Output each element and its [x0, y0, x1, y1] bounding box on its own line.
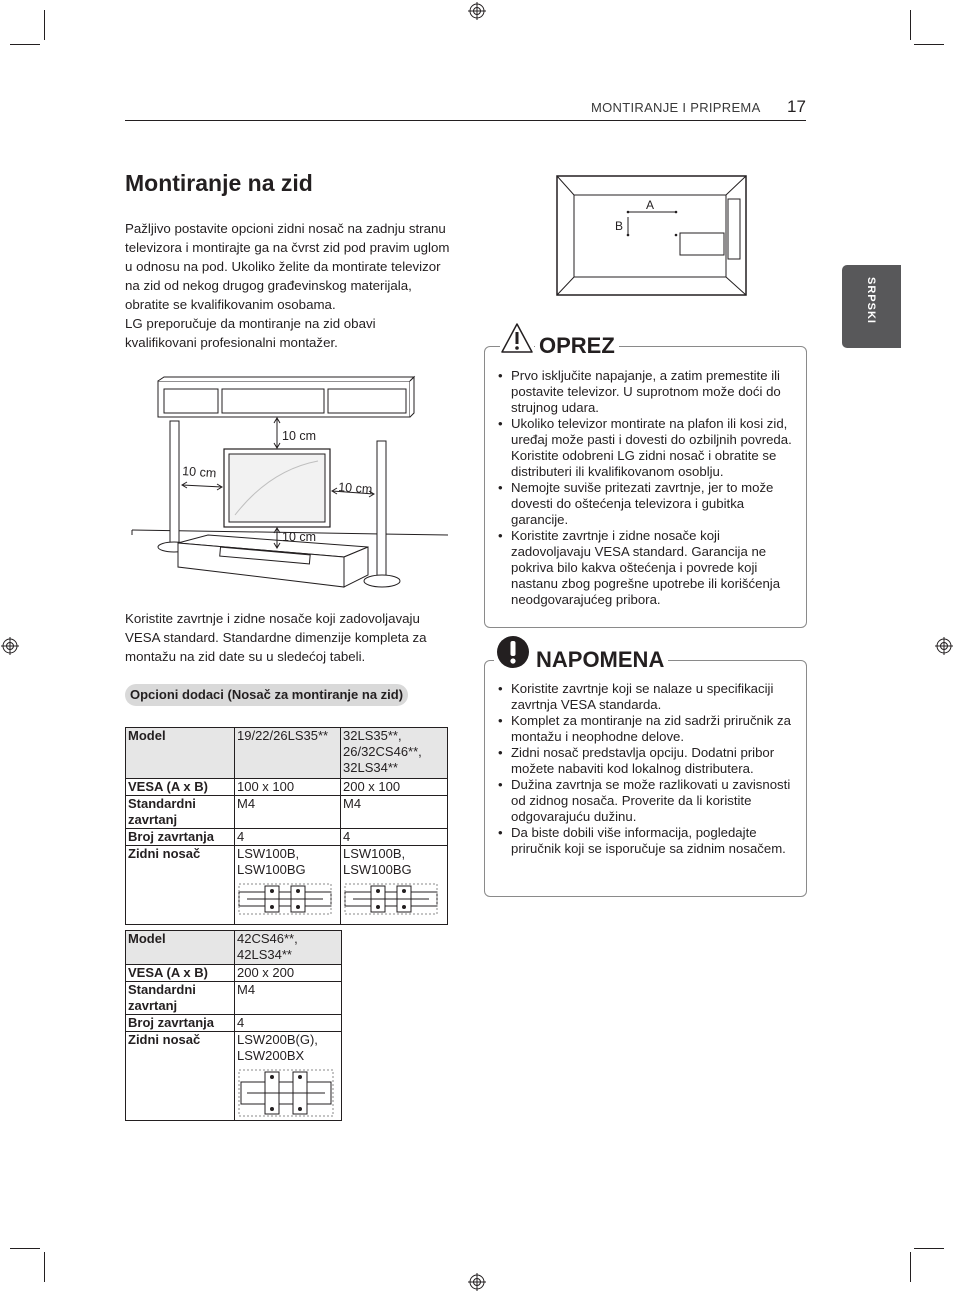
intro-paragraph: LG preporučuje da montiranje na zid obavi kvalifikovani profesionalni montažer.: [125, 316, 376, 350]
wall-bracket-icon: [237, 882, 333, 916]
tv-back-vesa-diagram: [556, 175, 747, 296]
table-row: [126, 1032, 342, 1121]
spec-table: [125, 930, 342, 1121]
row-label: Zidni nosač: [126, 846, 235, 925]
table-row: [126, 931, 342, 965]
list-item: [498, 416, 798, 480]
wall-bracket-icon: [237, 1068, 335, 1118]
row-label: Zidni nosač: [126, 1032, 235, 1121]
registration-mark-icon: [1, 637, 19, 655]
list-item: • Dužina zavrtnja se može razlikovati u zavisnosti od zidnog nosača. Proverite da li koristite odgovarajuću dužinu.: [498, 777, 796, 825]
table-cell: M4: [341, 796, 448, 829]
list-item: • Zidni nosač predstavlja opciju. Dodatni pribor možete nabaviti kod lokalnog distributera.: [498, 745, 796, 777]
page-title: Montiranje na zid: [125, 170, 313, 196]
table-cell: 42CS46**, 42LS34**: [235, 931, 342, 965]
table-row: [126, 982, 342, 1015]
caution-list: [498, 368, 798, 608]
table-cell: 200 x 200: [235, 965, 342, 982]
list-item: • Koristite zavrtnje koji se nalaze u specifikaciji zavrtnja VESA standarda.: [498, 681, 796, 713]
clearance-label-bottom: 10 cm: [282, 530, 317, 544]
table-cell: [341, 728, 448, 779]
language-tab: [842, 265, 901, 348]
table-cell: 4: [235, 1015, 342, 1032]
clearance-label-top: 10 cm: [282, 429, 317, 443]
table-cell: 4: [235, 829, 341, 846]
vesa-label-a: A: [646, 198, 655, 212]
list-item: • Koristite zavrtnje i zidne nosače koji zadovoljavaju VESA standard. Garancija ne pokriva bilo kakva oštećenja i povrede koji nastanu zbog pogrešne upotrebe ili korišćenja neodgovarajućeg pribora.: [498, 528, 798, 608]
table-cell: [235, 1032, 342, 1121]
header-rule: [125, 120, 806, 121]
list-item-text: Ukoliko televizor montirate na plafon ili kosi zid, uređaj može pasti i dovesti do ozbiljnih povreda.: [511, 416, 792, 447]
warning-triangle-icon: [500, 322, 534, 354]
table-row: [126, 965, 342, 982]
list-item-subtext: Koristite odobreni LG zidni nosač i obratite se distributeri ili kvalifikovanom osoblju.: [511, 448, 777, 479]
exclamation-circle-icon: [494, 634, 532, 670]
list-item: • Prvo isključite napajanje, a zatim premestite ili postavite televizor. U suprotnom može doći do strujnog udara.: [498, 368, 798, 416]
table-cell: [235, 846, 341, 925]
vesa-label-b: B: [615, 219, 624, 233]
table-row: [126, 829, 448, 846]
list-item: • Da biste dobili više informacija, pogledajte priručnik koji se isporučuje sa zidnim nosačem.: [498, 825, 796, 857]
running-header: MONTIRANJE I PRIPREMA: [591, 100, 761, 115]
table-cell: 4: [341, 829, 448, 846]
row-label: Broj zavrtanja: [126, 829, 235, 846]
table-row: [126, 1015, 342, 1032]
vesa-intro-text: Koristite zavrtnje i zidne nosače koji zadovoljavaju VESA standard. Standardne dimenzije kompleta za montažu na zid date su u sledećoj tabeli.: [125, 611, 427, 664]
wall-clearance-diagram: [130, 375, 450, 595]
caution-box: [484, 346, 807, 628]
cell-text: LSW100B, LSW100BG: [343, 846, 412, 877]
cell-text: 32LS35**, 26/32CS46**, 32LS34**: [343, 728, 422, 775]
table-row: [126, 796, 448, 829]
cell-text: LSW200B(G), LSW200BX: [237, 1032, 318, 1063]
options-label: Opcioni dodaci (Nosač za montiranje na zid): [125, 684, 408, 706]
wall-bracket-icon: [343, 882, 439, 916]
page-number: 17: [787, 97, 806, 116]
note-title: NAPOMENA: [532, 647, 668, 673]
row-label: VESA (A x B): [126, 965, 235, 982]
row-label: VESA (A x B): [126, 779, 235, 796]
clearance-label-right: 10 cm: [337, 480, 373, 497]
registration-mark-icon: [935, 637, 953, 655]
row-label: Standardni zavrtanj: [126, 982, 235, 1015]
table-row: [126, 779, 448, 796]
list-item: • Komplet za montiranje na zid sadrži priručnik za montažu i neophodne delove.: [498, 713, 796, 745]
table-cell: 19/22/26LS35**: [235, 728, 341, 779]
clearance-label-left: 10 cm: [181, 464, 217, 481]
table-cell: M4: [235, 982, 342, 1015]
spec-table: [125, 727, 448, 925]
caution-title: OPREZ: [535, 333, 619, 359]
note-box: [484, 660, 807, 897]
row-label: Model: [126, 728, 235, 779]
table-cell: 100 x 100: [235, 779, 341, 796]
table-cell: [341, 846, 448, 925]
table-row: [126, 728, 448, 779]
table-cell: M4: [235, 796, 341, 829]
intro-paragraph: Pažljivo postavite opcioni zidni nosač na zadnju stranu televizora i montirajte ga na čvrst zid pod pravim uglom u odnosu na pod. Ukoliko želite da montirate televizor na zid od nekog drugog građevinskog materijala, obratite se kvalifikovanim osobama.: [125, 221, 450, 312]
row-label: Model: [126, 931, 235, 965]
row-label: Standardni zavrtanj: [126, 796, 235, 829]
table-cell: 200 x 100: [341, 779, 448, 796]
intro-text: [125, 219, 450, 352]
language-tab-label: SRPSKI: [865, 277, 877, 324]
list-item: • Nemojte suviše pritezati zavrtnje, jer to može dovesti do oštećenja televizora i gubitka garancije.: [498, 480, 798, 528]
cell-text: LSW100B, LSW100BG: [237, 846, 306, 877]
registration-mark-icon: [468, 2, 486, 20]
table-row: [126, 846, 448, 925]
row-label: Broj zavrtanja: [126, 1015, 235, 1032]
registration-mark-icon: [468, 1273, 486, 1291]
note-list: [498, 681, 796, 857]
